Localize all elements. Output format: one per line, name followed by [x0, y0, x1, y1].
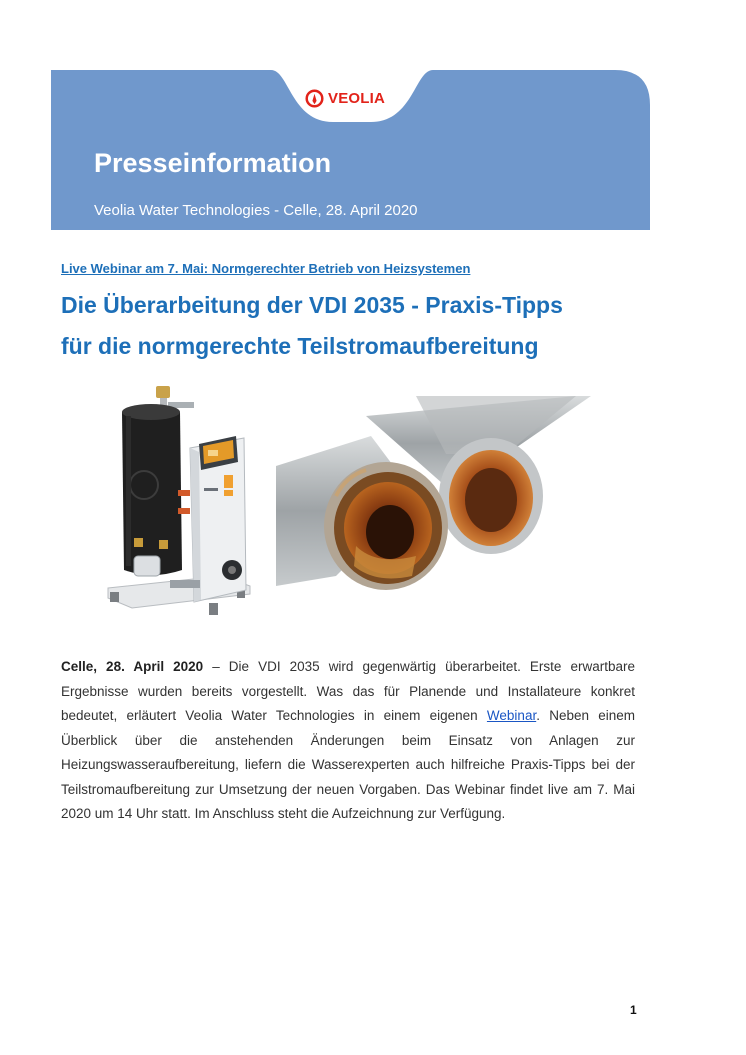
article-body-part-1: – Die VDI 2035 wird gegenwärtig überarbeitet. Erste erwartbare Ergebnisse wurden bereits vorgestellt. Was das für Planende und Installateure konkret bedeutet, erläutert Veolia Water Technologies in einem eigenen	[61, 659, 635, 723]
headline-line-1: Die Überarbeitung der VDI 2035 - Praxis-Tipps	[61, 292, 563, 318]
webinar-link[interactable]: Webinar	[486, 708, 537, 723]
article-headline	[61, 285, 681, 367]
veolia-logo	[305, 89, 385, 108]
corroded-pipes-photo	[276, 396, 631, 603]
veolia-logo-text: VEOLIA	[328, 90, 386, 107]
water-treatment-unit-photo	[104, 380, 264, 625]
article-kicker: Live Webinar am 7. Mai: Normgerechter Betrieb von Heizsystemen	[61, 261, 471, 276]
press-title: Presseinformation	[94, 148, 332, 178]
article-body-part-2: . Neben einem Überblick über die anstehenden Änderungen beim Einsatz von Anlagen zur Heizungswasseraufbereitung, liefern die Wasserexperten auch hilfreiche Praxis-Tipps bei der Teilstromaufbereitung zur Umsetzung der neuen Vorgaben. Das Webinar findet live am 7. Mai 2020 um 14 Uhr statt. Im Anschluss steht die Aufzeichnung zur Verfügung.	[61, 708, 635, 821]
page-number: 1	[630, 1003, 637, 1017]
article-dateline: Celle, 28. April 2020	[61, 659, 204, 674]
veolia-logo-icon	[305, 89, 324, 108]
headline-line-2: für die normgerechte Teilstromaufbereitung	[61, 333, 539, 359]
article-body	[61, 655, 635, 827]
press-subtitle: Veolia Water Technologies - Celle, 28. April 2020	[94, 202, 418, 219]
